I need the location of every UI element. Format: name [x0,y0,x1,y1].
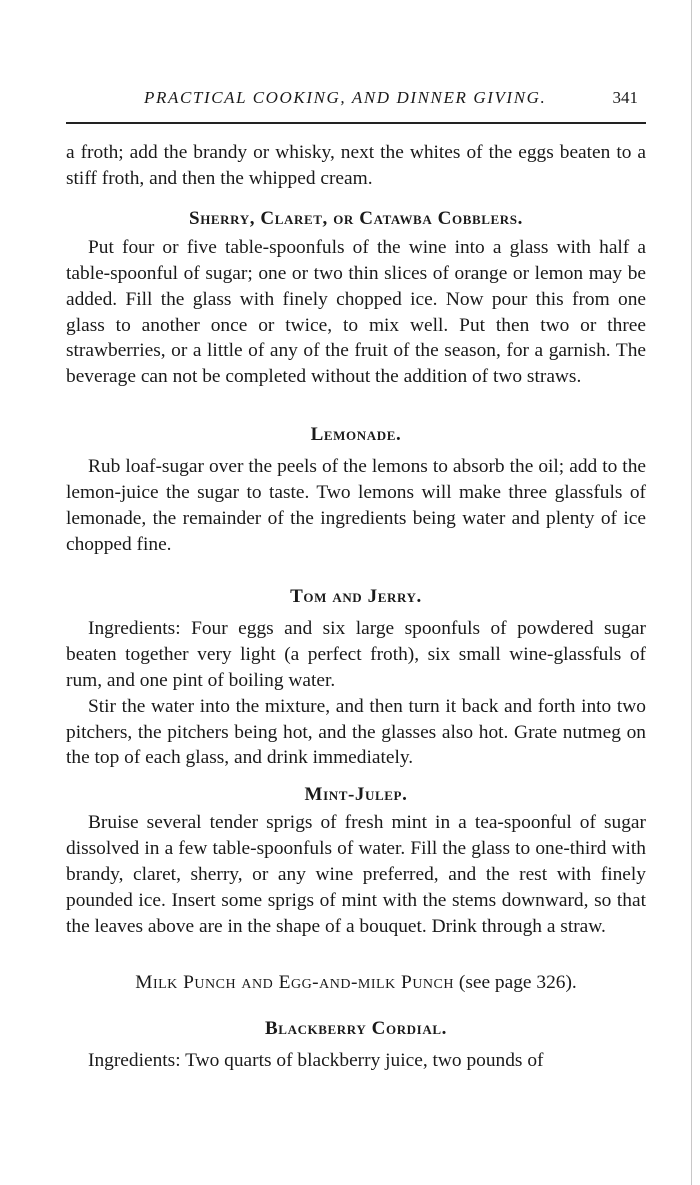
body-text [66,140,646,1074]
tom-and-jerry-directions: Stir the water into the mixture, and then turn it back and forth into two pitchers, the pitchers being hot, and the glasses also hot. Grate nutmeg on the top of each glass, and drink immediately. [66,695,646,769]
lemonade-heading: Lemonade. [310,424,402,446]
blackberry-cordial-heading: Blackberry Cordial. [265,1017,447,1039]
running-head [66,86,644,112]
milk-punch-line [66,970,646,996]
mint-julep-paragraph: Bruise several tender sprigs of fresh mint in a tea-spoonful of sugar dissolved in a few table-spoonfuls of water. Fill the glass to one-third with brandy, claret, sherry, or any wine preferred, and the rest with finely pounded ice. Insert some sprigs of mint with the stems downward, so that the leaves above are in the shape of a bouquet. Drink through a straw. [66,812,646,937]
mint-julep-heading: Mint-Julep. [304,784,408,806]
blackberry-cordial-paragraph: Ingredients: Two quarts of blackberry juice, two pounds of [88,1049,544,1071]
lemonade-paragraph: Rub loaf-sugar over the peels of the lemons to absorb the oil; add to the lemon-juice the sugar to taste. Two lemons will make three glassfuls of lemonade, the remainder of the ingredients being water and plenty of ice chopped fine. [66,456,646,555]
page-number: 341 [612,88,638,107]
running-title: PRACTICAL COOKING, AND DINNER GIVING. [144,88,547,107]
page-edge-line [691,0,692,1185]
header-rule [66,122,646,124]
cobblers-heading: Sherry, Claret, or Catawba Cobblers. [189,207,523,229]
milk-punch-title: Milk Punch and Egg-and-milk Punch [135,971,454,993]
tom-and-jerry-heading: Tom and Jerry. [290,585,422,607]
cobblers-paragraph: Put four or five table-spoonfuls of the wine into a glass with half a table-spoonful of sugar; one or two thin slices of orange or lemon may be added. Fill the glass with finely chopped ice. Now pour this from one glass to another once or twice, to mix well. Put then two or three strawberries, or a little of any of the fruit of the season, for a garnish. The beverage can not be completed without the addition of two straws. [66,236,646,388]
tom-and-jerry-ingredients: Ingredients: Four eggs and six large spoonfuls of powdered sugar beaten together very light (a perfect froth), six small wine-glassfuls of rum, and one pint of boiling water. [66,617,646,691]
intro-paragraph: a froth; add the brandy or whisky, next the whites of the eggs beaten to a stiff froth, and then the whipped cream. [66,142,646,189]
milk-punch-reference: (see page 326). [458,971,577,993]
